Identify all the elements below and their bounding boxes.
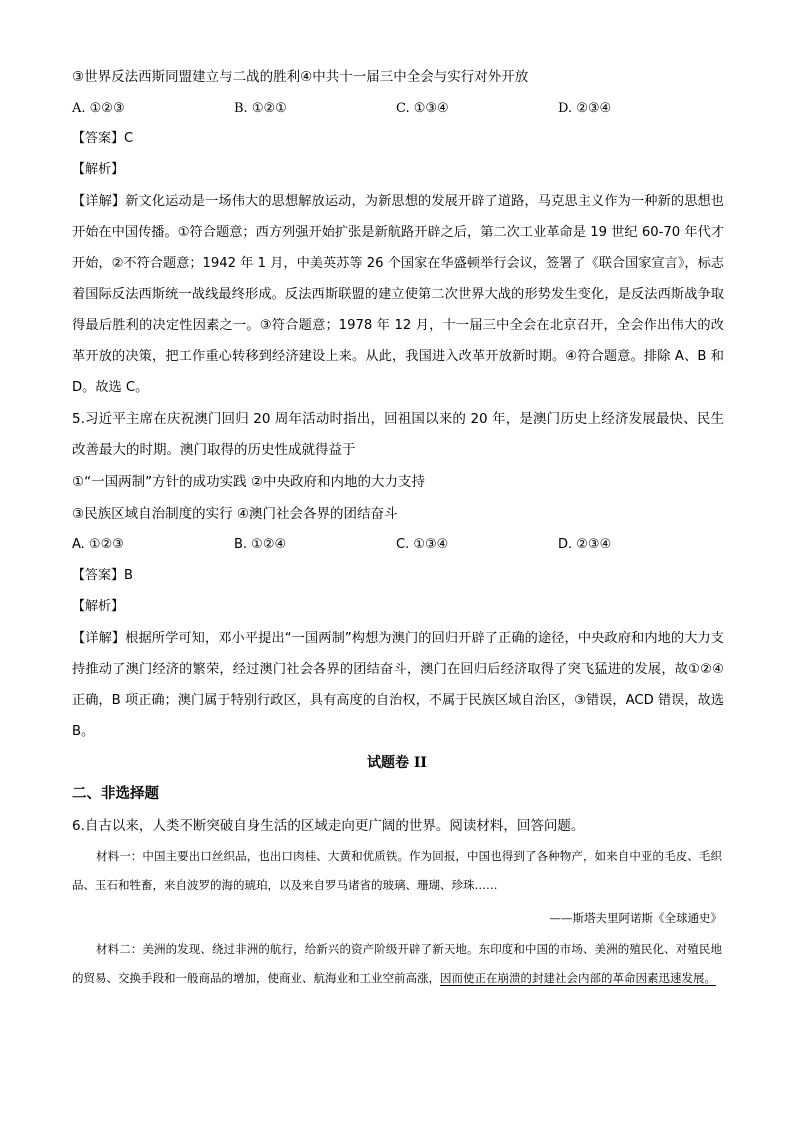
q4-option-b: B. ①②①	[234, 101, 287, 116]
q6-material-2-text: 材料二：美洲的发现、绕过非洲的航行，给新兴的资产阶级开辟了新天地。东印度和中国的市场、美洲的殖民化、对殖民地的贸易、交换手段和一般商品的增加，使商业、航海业和工业空前高涨，	[72, 942, 722, 985]
q5-items-1-2: ①“一国两制”方针的成功实践 ②中央政府和内地的大力支持	[72, 474, 425, 490]
q4-analysis-label: 【解析】	[72, 162, 125, 177]
q5-stem: 5.习近平主席在庆祝澳门回归 20 周年活动时指出，回祖国以来的 20 年，是澳门历史上经济发展最快、民生改善最大的时期。澳门取得的历史性成就得益于	[72, 411, 724, 458]
q6-material-1: 材料一：中国主要出口丝织品，也出口肉桂、大黄和优质铁。作为回报，中国也得到了各种物产，如来自中亚的毛皮、毛织品、玉石和牲畜，来自波罗的海的琥珀，以及来自罗马诸省的玻璃、珊瑚、珍珠……	[72, 849, 722, 892]
section-heading: 二、非选择题	[72, 786, 159, 802]
q4-items-3-4: ③世界反法西斯同盟建立与二战的胜利④中共十一届三中全会与实行对外开放	[72, 69, 529, 85]
q6-source-1: ——斯塔夫里阿诺斯《全球通史》	[549, 911, 722, 925]
q6-material-2	[72, 935, 722, 993]
q5-option-d: D. ②③④	[558, 537, 612, 552]
q4-option-d: D. ②③④	[558, 101, 612, 116]
q4-option-c: C. ①③④	[396, 101, 449, 116]
q5-answer: 【答案】B	[72, 568, 133, 583]
q6-material-2-underlined: 因而使正在崩溃的封建社会内部的革命因素迅速发展。	[440, 971, 716, 985]
q5-option-c: C. ①③④	[396, 537, 449, 552]
q5-option-b: B. ①②④	[234, 537, 287, 552]
q4-answer: 【答案】C	[72, 131, 134, 146]
q6-stem: 6.自古以来，人类不断突破自身生活的区域走向更广阔的世界。阅读材料，回答问题。	[72, 818, 585, 834]
q5-option-a: A. ①②③	[72, 537, 124, 552]
q4-detail: 【详解】新文化运动是一场伟大的思想解放运动，为新思想的发展开辟了道路，马克思主义作为一种新的思想也开始在中国传播。①符合题意；西方列强开始扩张是新航路开辟之后，第二次工业革命是 19 世纪 60-70 年代才开始，②不符合题意；1942 年 1 月，中美英苏等 26 个国家在华盛顿举行会议，签署了《联合国家宣言》，标志着国际反法西斯统一战线最终形成。反法西斯联盟的建立使第二次世界大战的形势发生变化，是反法西斯战争取得最后胜利的决定性因素之一。③符合题意；1978 年 12 月，十一届三中全会在北京召开，全会作出伟大的改革开放的决策，把工作重心转移到经济建设上来。从此，我国进入改革开放新时期。④符合题意。排除 A、B 和 D。故选 C。	[72, 194, 724, 395]
paper-title: 试题卷 II	[367, 755, 427, 771]
q5-items-3-4: ③民族区域自治制度的实行 ④澳门社会各界的团结奋斗	[72, 506, 398, 522]
q5-detail: 【详解】根据所学可知，邓小平提出“一国两制”构想为澳门的回归开辟了正确的途径，中央政府和内地的大力支持推动了澳门经济的繁荣，经过澳门社会各界的团结奋斗，澳门在回归后经济取得了突飞猛进的发展，故①②④正确，B 项正确；澳门属于特别行政区，具有高度的自治权，不属于民族区域自治区，③错误，ACD 错误，故选 B。	[72, 631, 724, 739]
q5-analysis-label: 【解析】	[72, 599, 125, 614]
q4-option-a: A. ①②③	[72, 101, 125, 116]
